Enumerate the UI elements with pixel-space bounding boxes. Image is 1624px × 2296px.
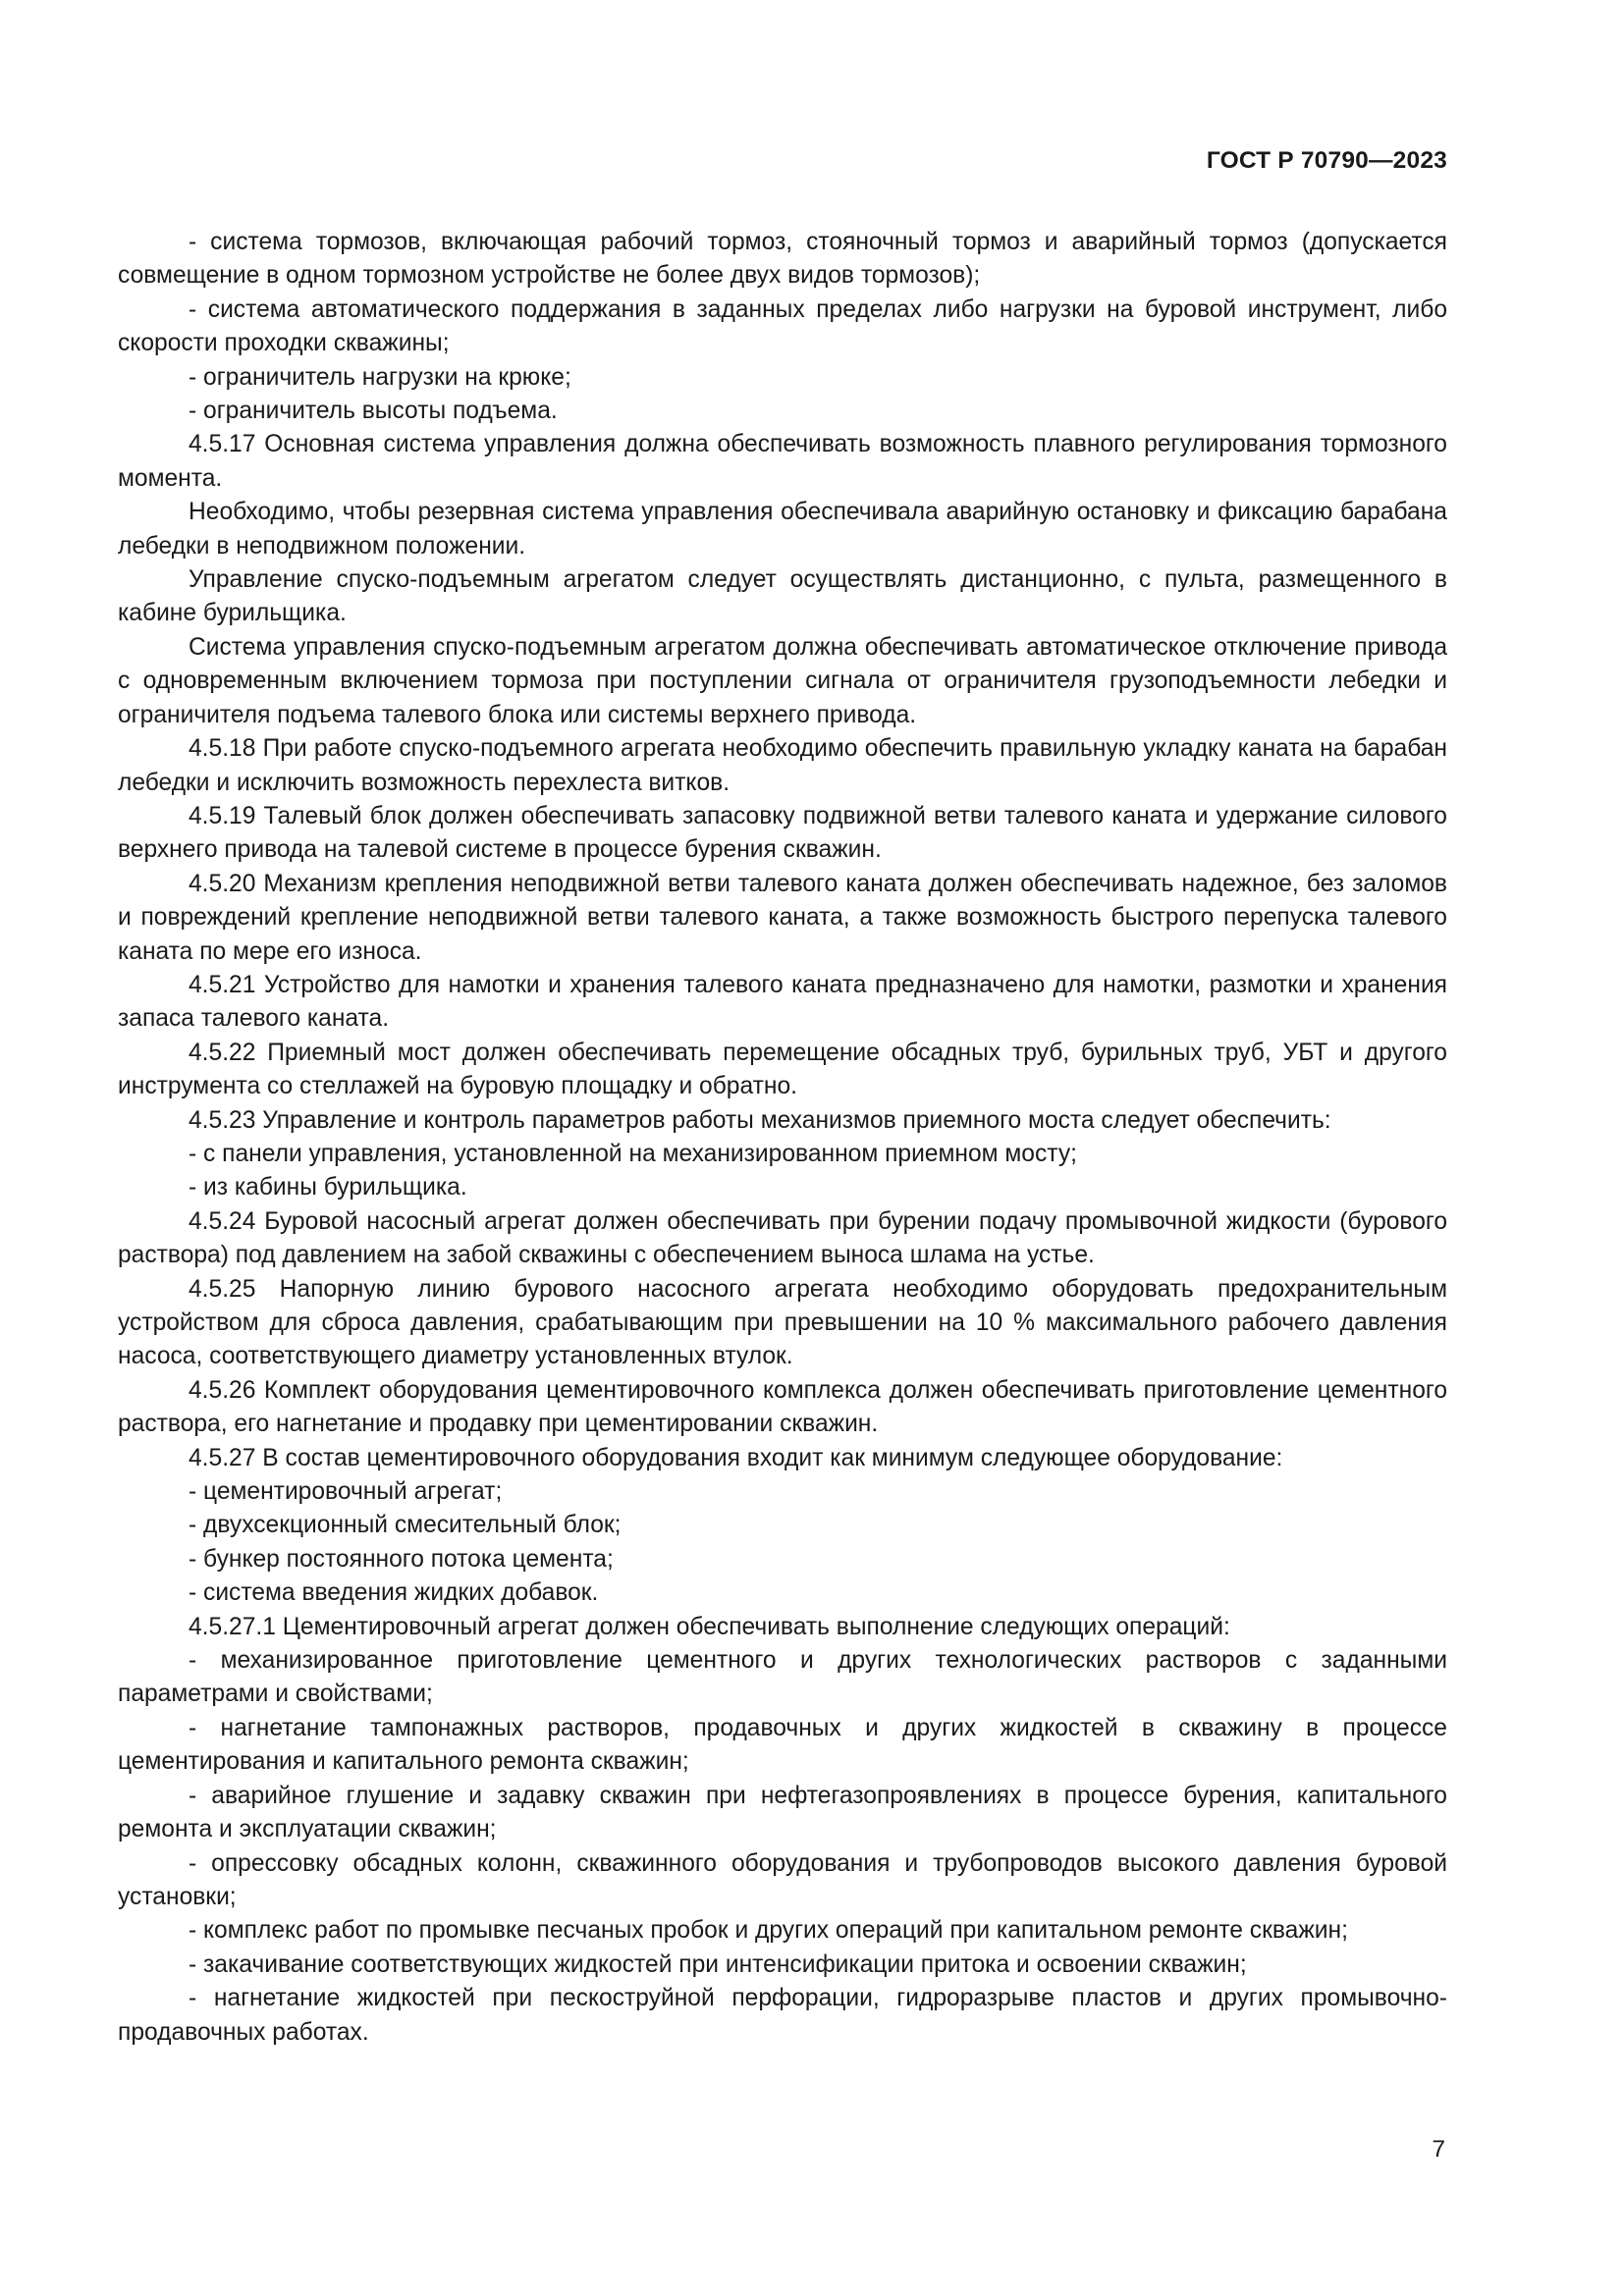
- paragraph: 4.5.18 При работе спуско-подъемного агрегата необходимо обеспечить правильную укладку каната на барабан лебедки и исключить возможность перехлеста витков.: [118, 735, 1447, 796]
- paragraph: 4.5.19 Талевый блок должен обеспечивать запасовку подвижной ветви талевого каната и удержание силового верхнего привода на талевой системе в процессе бурения скважин.: [118, 802, 1447, 864]
- paragraph: Система управления спуско-подъемным агрегатом должна обеспечивать автоматическое отключение привода с одновременным включением тормоза при поступлении сигнала от ограничителя грузоподъемности лебедки и ограничителя подъема талевого блока или системы верхнего привода.: [118, 633, 1447, 728]
- paragraph: - бункер постоянного потока цемента;: [189, 1545, 614, 1573]
- paragraph: 4.5.25 Напорную линию бурового насосного агрегата необходимо оборудовать предохранительным устройством для сброса давления, срабатывающим при превышении на 10 % максимального рабочего давления насоса, соответствующего диаметру установленных втулок.: [118, 1275, 1447, 1370]
- paragraph: - аварийное глушение и задавку скважин при нефтегазопроявлениях в процессе бурения, капитального ремонта и эксплуатации скважин;: [118, 1782, 1447, 1843]
- paragraph: 4.5.20 Механизм крепления неподвижной ветви талевого каната должен обеспечивать надежное, без заломов и повреждений крепление неподвижной ветви талевого каната, а также возможность быстрого перепуска талевого каната по мере его износа.: [118, 870, 1447, 965]
- paragraph: - с панели управления, установленной на механизированном приемном мосту;: [189, 1140, 1077, 1167]
- paragraph: 4.5.27.1 Цементировочный агрегат должен обеспечивать выполнение следующих операций:: [189, 1613, 1230, 1640]
- paragraph: 4.5.26 Комплект оборудования цементировочного комплекса должен обеспечивать приготовление цементного раствора, его нагнетание и продавку при цементировании скважин.: [118, 1376, 1447, 1438]
- paragraph: - ограничитель нагрузки на крюке;: [189, 363, 571, 391]
- paragraph: - система введения жидких добавок.: [189, 1579, 599, 1607]
- paragraph: - нагнетание жидкостей при пескоструйной перфорации, гидроразрыве пластов и других промывочно-продавочных работах.: [118, 1985, 1447, 2046]
- paragraph: - опрессовку обсадных колонн, скважинного оборудования и трубопроводов высокого давления буровой установки;: [118, 1849, 1447, 1910]
- paragraph: - двухсекционный смесительный блок;: [189, 1512, 622, 1539]
- paragraph: 4.5.17 Основная система управления должна обеспечивать возможность плавного регулирования тормозного момента.: [118, 431, 1447, 492]
- paragraph: 4.5.24 Буровой насосный агрегат должен обеспечивать при бурении подачу промывочной жидкости (бурового раствора) под давлением на забой скважины с обеспечением выноса шлама на устье.: [118, 1207, 1447, 1269]
- paragraph: - система тормозов, включающая рабочий тормоз, стояночный тормоз и аварийный тормоз (допускается совмещение в одном тормозном устройстве не более двух видов тормозов);: [118, 229, 1447, 290]
- paragraph: 4.5.27 В состав цементировочного оборудования входит как минимум следующее оборудование:: [189, 1444, 1283, 1471]
- document-header-id: ГОСТ Р 70790—2023: [1206, 147, 1447, 174]
- paragraph: - система автоматического поддержания в заданных пределах либо нагрузки на буровой инструмент, либо скорости проходки скважины;: [118, 295, 1447, 357]
- paragraph: - закачивание соответствующих жидкостей при интенсификации притока и освоении скважин;: [189, 1950, 1247, 1978]
- paragraph: 4.5.21 Устройство для намотки и хранения талевого каната предназначено для намотки, размотки и хранения запаса талевого каната.: [118, 971, 1447, 1033]
- paragraph: 4.5.22 Приемный мост должен обеспечивать перемещение обсадных труб, бурильных труб, УБТ и другого инструмента со стеллажей на буровую площадку и обратно.: [118, 1039, 1447, 1100]
- paragraph: - нагнетание тампонажных растворов, продавочных и других жидкостей в скважину в процессе цементирования и капитального ремонта скважин;: [118, 1714, 1447, 1776]
- paragraph: - комплекс работ по промывке песчаных пробок и других операций при капитальном ремонте скважин;: [189, 1917, 1348, 1945]
- paragraph: Необходимо, чтобы резервная система управления обеспечивала аварийную остановку и фиксацию барабана лебедки в неподвижном положении.: [118, 499, 1447, 560]
- paragraph: - из кабины бурильщика.: [189, 1174, 467, 1201]
- paragraph: - ограничитель высоты подъема.: [189, 398, 558, 425]
- paragraph: - механизированное приготовление цементного и других технологических растворов с заданными параметрами и свойствами;: [118, 1647, 1447, 1708]
- document-body: [118, 226, 1447, 2050]
- paragraph: Управление спуско-подъемным агрегатом следует осуществлять дистанционно, с пульта, размещенного в кабине бурильщика.: [118, 566, 1447, 627]
- paragraph: - цементировочный агрегат;: [189, 1478, 503, 1506]
- page-number: 7: [1432, 2136, 1445, 2163]
- paragraph: 4.5.23 Управление и контроль параметров работы механизмов приемного моста следует обеспечить:: [189, 1106, 1331, 1134]
